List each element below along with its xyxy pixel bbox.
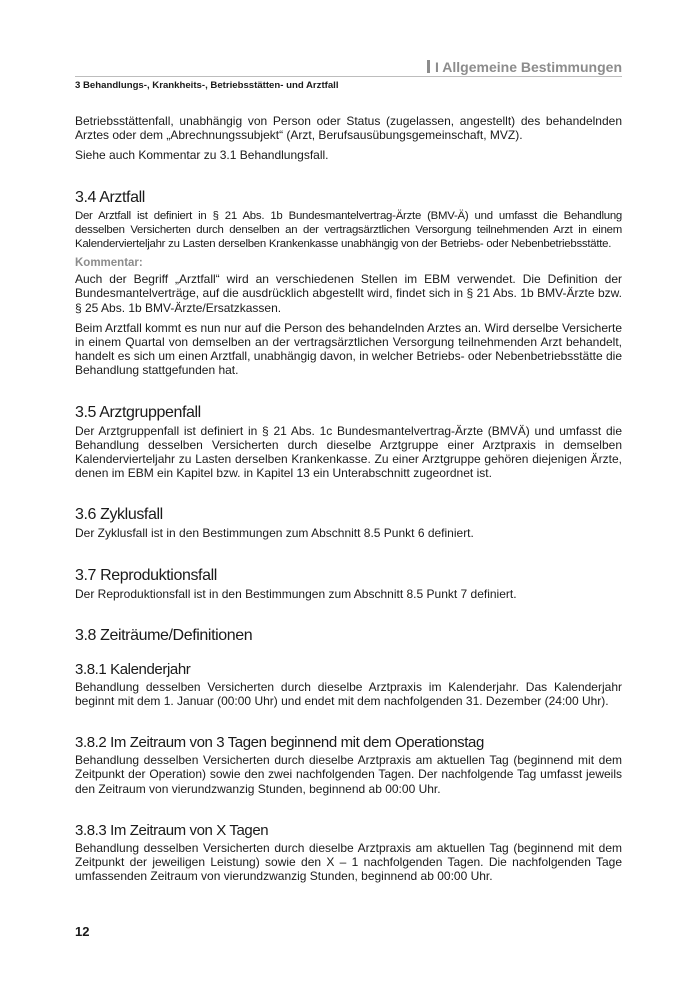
text-kalenderjahr: Behandlung desselben Versicherten durch dieselbe Arztpraxis im Kalenderjahr. Das Kalenderjahr beginnt mit dem 1. Januar (00:00 Uhr) und endet mit dem nachfolgenden 31. Dezember (24:00 Uhr). (75, 679, 622, 709)
section-header (427, 59, 622, 75)
heading-3-7: 3.7 Reproduktionsfall (75, 566, 217, 584)
heading-3-8-3: 3.8.3 Im Zeitraum von X Tagen (75, 821, 269, 839)
running-head: 3 Behandlungs-, Krankheits-, Betriebsstätten- und Arztfall (75, 80, 339, 91)
intro-paragraph: Betriebsstättenfall, unabhängig von Person oder Status (zugelassen, angestellt) des behandelnden Arztes oder dem „Abrechnungssubjekt“ (Arzt, Berufsausübungsgemeinschaft, MVZ). (75, 114, 622, 143)
section-marker (427, 60, 430, 73)
page-number: 12 (75, 924, 90, 939)
kommentar-paragraph-1: Auch der Begriff „Arztfall“ wird an verschiedenen Stellen im EBM verwendet. Die Definition der Bundesmantelverträge, auf die ausdrücklich abgestellt wird, findet sich in § 21 Abs. 1b BMV-Ärzte bzw. § 25 Abs. 1b BMV-Ärzte/Ersatzkassen. (75, 272, 622, 315)
heading-3-8-2: 3.8.2 Im Zeitraum von 3 Tagen beginnend mit dem Operationstag (75, 734, 484, 752)
main-content (75, 114, 622, 889)
heading-3-5: 3.5 Arztgruppenfall (75, 403, 201, 421)
heading-3-8: 3.8 Zeiträume/Definitionen (75, 626, 253, 644)
heading-3-8-1: 3.8.1 Kalenderjahr (75, 660, 191, 678)
intro-reference: Siehe auch Kommentar zu 3.1 Behandlungsfall. (75, 148, 329, 163)
text-reproduktionsfall: Der Reproduktionsfall ist in den Bestimmungen zum Abschnitt 8.5 Punkt 7 definiert. (75, 586, 517, 601)
header-rule (75, 76, 622, 77)
heading-3-6: 3.6 Zyklusfall (75, 506, 163, 524)
section-label: I Allgemeine Bestimmungen (435, 59, 622, 75)
heading-3-4: 3.4 Arztfall (75, 188, 145, 206)
kommentar-paragraph-2: Beim Arztfall kommt es nun nur auf die Person des behandelnden Arztes an. Wird derselbe Versicherte in einem Quartal von demselben an der vertragsärztlichen Versorgung teilnehmenden Arzt behandelt, handelt es sich um einen Arztfall, unabhängig davon, in welcher Betriebs- oder Nebenbetriebsstätte die Behandlung stattgefunden hat. (75, 320, 623, 378)
definition-arztfall: Der Arztfall ist definiert in § 21 Abs. 1b Bundesmantelvertrag-Ärzte (BMV-Ä) und umfasst die Behandlung desselben Versicherten durch denselben an der vertragsärztlichen Versorgung teilnehmenden Arzt in einem Kalendervierteljahr zu Lasten derselben Krankenkasse unabhängig von der Betriebs- oder Nebenbetriebsstätte. (75, 209, 622, 251)
text-x-tage: Behandlung desselben Versicherten durch dieselbe Arztpraxis am aktuellen Tag (beginnend mit dem Zeitpunkt der jeweiligen Leistung) sowie den X – 1 nachfolgenden Tagen. Die nachfolgenden Tage umfassenden Zeitraum von vierundzwanzig Stunden, beginnend ab 00:00 Uhr. (75, 840, 622, 884)
text-zyklusfall: Der Zyklusfall ist in den Bestimmungen zum Abschnitt 8.5 Punkt 6 definiert. (75, 526, 474, 541)
kommentar-label: Kommentar: (75, 257, 143, 270)
document-page (75, 0, 622, 1000)
text-3-tage: Behandlung desselben Versicherten durch dieselbe Arztpraxis am aktuellen Tag (beginnend mit dem Zeitpunkt der Operation) sowie den zwei nachfolgenden Tagen. Der nachfolgende Tag umfasst jeweils den Zeitraum von vierundzwanzig Stunden, beginnend ab 00:00 Uhr. (75, 753, 622, 796)
text-arztgruppenfall: Der Arztgruppenfall ist definiert in § 21 Abs. 1c Bundesmantelvertrag-Ärzte (BMVÄ) und umfasst die Behandlung desselben Versicherten durch dieselbe Arztgruppe einer Arztpraxis in demselben Kalendervierteljahr zu Lasten derselben Krankenkasse. Zu einer Arztgruppe gehören diejenigen Ärzte, denen im EBM ein Kapitel bzw. in Kapitel 13 ein Unterabschnitt zugeordnet ist. (75, 423, 622, 481)
